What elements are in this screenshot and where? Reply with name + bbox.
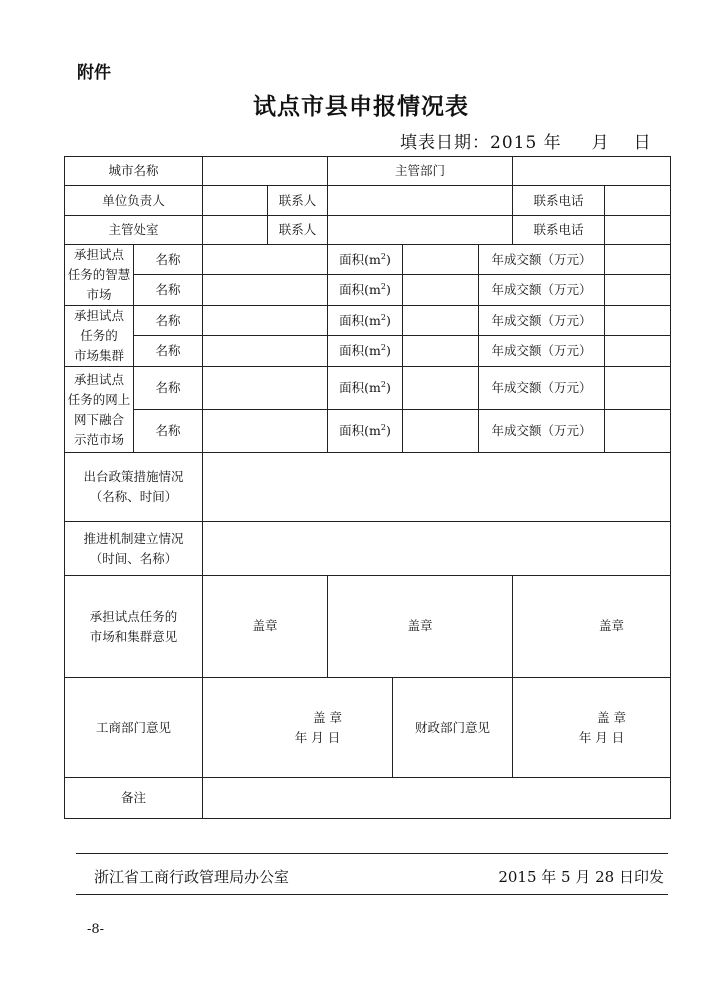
table-row <box>65 367 671 410</box>
area-close: ) <box>385 380 391 396</box>
table-row <box>65 522 671 576</box>
label-name: 名称 <box>134 336 203 367</box>
label-area <box>328 367 403 410</box>
label-annual-turnover: 年成交额（万元） <box>479 245 605 275</box>
page-number: -8- <box>87 922 105 937</box>
label-annual-turnover: 年成交额（万元） <box>479 367 605 410</box>
field-remarks[interactable] <box>203 778 671 819</box>
label-line: 任务的智慧 <box>67 267 131 282</box>
area-text: 面积(m <box>339 423 381 439</box>
area-unit-sup: 2 <box>380 251 386 261</box>
label-aic-opinion: 工商部门意见 <box>65 678 203 778</box>
label-area <box>328 410 403 453</box>
form-title: 试点市县申报情况表 <box>253 93 469 120</box>
label-line: 承担试点 <box>73 247 124 262</box>
fill-date-month: 月 <box>591 133 610 153</box>
label-line: 市场和集群意见 <box>89 628 178 644</box>
table-row <box>65 576 671 678</box>
field-name[interactable] <box>203 306 328 336</box>
label-remarks: 备注 <box>65 778 203 819</box>
field-office-in-charge[interactable] <box>203 216 268 245</box>
area-close: ) <box>385 282 391 298</box>
field-market-opinion-2[interactable] <box>328 576 513 678</box>
footer-top-rule <box>76 853 668 854</box>
table-row <box>65 678 671 778</box>
label-city-name: 城市名称 <box>65 157 203 186</box>
label-contact-phone-2: 联系电话 <box>513 216 605 245</box>
field-annual-turnover[interactable] <box>605 245 671 275</box>
field-name[interactable] <box>203 275 328 306</box>
seal-label: 盖 章 <box>313 710 342 725</box>
label-policy-measures <box>65 453 203 522</box>
seal-label: 盖 章 <box>597 710 627 725</box>
field-contact-person-2[interactable] <box>328 216 513 245</box>
field-annual-turnover[interactable] <box>605 306 671 336</box>
label-mechanism-setup <box>65 522 203 576</box>
fill-date <box>400 128 652 153</box>
table-row <box>65 157 671 186</box>
field-annual-turnover[interactable] <box>605 410 671 453</box>
label-annual-turnover: 年成交额（万元） <box>479 275 605 306</box>
label-line: 承担试点 <box>73 308 124 323</box>
field-area[interactable] <box>403 410 479 453</box>
area-text: 面积(m <box>339 380 381 396</box>
label-o2o-market <box>65 367 134 453</box>
field-area[interactable] <box>403 306 479 336</box>
area-text: 面积(m <box>339 282 381 298</box>
label-line: 推进机制建立情况 <box>83 530 184 546</box>
field-area[interactable] <box>403 336 479 367</box>
area-close: ) <box>385 251 391 267</box>
label-line: 示范市场 <box>73 431 124 447</box>
area-unit-sup: 2 <box>380 380 386 390</box>
field-policy-measures[interactable] <box>203 453 671 522</box>
table-row <box>65 186 671 216</box>
application-form-table <box>64 156 671 819</box>
label-annual-turnover: 年成交额（万元） <box>479 336 605 367</box>
table-row <box>65 275 671 306</box>
label-line: 市场 <box>86 287 112 302</box>
footer-issuer: 浙江省工商行政管理局办公室 <box>94 868 290 886</box>
area-unit-sup: 2 <box>380 343 386 353</box>
label-unit-head: 单位负责人 <box>65 186 203 216</box>
field-contact-phone[interactable] <box>605 186 671 216</box>
footer-issue-date: 2015 年 5 月 28 日印发 <box>498 868 664 886</box>
label-contact-person-2: 联系人 <box>268 216 328 245</box>
field-area[interactable] <box>403 275 479 306</box>
table-row <box>65 216 671 245</box>
label-area <box>328 275 403 306</box>
area-text: 面积(m <box>339 312 381 328</box>
field-mechanism-setup[interactable] <box>203 522 671 576</box>
attachment-label: 附件 <box>77 63 111 83</box>
field-unit-head[interactable] <box>203 186 268 216</box>
date-blank: 年 月 日 <box>578 730 625 745</box>
seal-label: 盖章 <box>407 618 433 633</box>
area-unit-sup: 2 <box>380 312 386 322</box>
table-row <box>65 245 671 275</box>
label-line: 出台政策措施情况 <box>83 469 184 484</box>
table-row <box>65 306 671 336</box>
field-aic-opinion[interactable] <box>203 678 393 778</box>
field-annual-turnover[interactable] <box>605 367 671 410</box>
table-row <box>65 453 671 522</box>
field-dept-in-charge[interactable] <box>513 157 671 186</box>
field-contact-person[interactable] <box>328 186 513 216</box>
label-name: 名称 <box>134 367 203 410</box>
fill-date-label: 填表日期：2015 年 <box>400 133 562 153</box>
label-smart-market <box>65 245 134 306</box>
field-name[interactable] <box>203 367 328 410</box>
area-unit-sup: 2 <box>380 423 386 433</box>
fill-date-day: 日 <box>633 133 652 153</box>
area-close: ) <box>385 423 391 439</box>
field-finance-opinion[interactable] <box>513 678 671 778</box>
label-office-in-charge: 主管处室 <box>65 216 203 245</box>
label-line: 市场集群 <box>73 348 124 363</box>
table-row <box>65 410 671 453</box>
field-market-opinion-3[interactable] <box>513 576 671 678</box>
label-line: 承担试点任务的 <box>89 608 178 624</box>
field-contact-phone-2[interactable] <box>605 216 671 245</box>
field-annual-turnover[interactable] <box>605 275 671 306</box>
seal-label: 盖章 <box>252 618 278 633</box>
field-name[interactable] <box>203 410 328 453</box>
label-line: 网下融合 <box>73 411 124 427</box>
date-blank: 年 月 日 <box>294 730 341 745</box>
label-annual-turnover: 年成交额（万元） <box>479 306 605 336</box>
label-annual-turnover: 年成交额（万元） <box>479 410 605 453</box>
label-area <box>328 245 403 275</box>
label-dept-in-charge: 主管部门 <box>328 157 513 186</box>
label-line: 任务的 <box>80 328 118 343</box>
area-close: ) <box>385 343 391 359</box>
field-market-opinion-1[interactable] <box>203 576 328 678</box>
field-area[interactable] <box>403 367 479 410</box>
label-finance-opinion: 财政部门意见 <box>393 678 513 778</box>
footer-bottom-rule <box>76 894 668 895</box>
label-line: （时间、名称） <box>89 550 178 566</box>
label-contact-person: 联系人 <box>268 186 328 216</box>
area-text: 面积(m <box>339 251 381 267</box>
field-name[interactable] <box>203 245 328 275</box>
label-line: 任务的网上 <box>67 391 131 407</box>
label-area <box>328 306 403 336</box>
label-name: 名称 <box>134 245 203 275</box>
field-area[interactable] <box>403 245 479 275</box>
label-contact-phone: 联系电话 <box>513 186 605 216</box>
field-annual-turnover[interactable] <box>605 336 671 367</box>
table-row <box>65 336 671 367</box>
label-market-opinion <box>65 576 203 678</box>
label-line: 承担试点 <box>73 371 124 387</box>
field-city-name[interactable] <box>203 157 328 186</box>
table-row <box>65 778 671 819</box>
label-name: 名称 <box>134 410 203 453</box>
area-unit-sup: 2 <box>380 282 386 292</box>
label-name: 名称 <box>134 306 203 336</box>
seal-label: 盖章 <box>599 618 625 633</box>
area-close: ) <box>385 312 391 328</box>
label-market-cluster <box>65 306 134 367</box>
field-name[interactable] <box>203 336 328 367</box>
label-name: 名称 <box>134 275 203 306</box>
label-line: （名称、时间） <box>89 489 178 504</box>
area-text: 面积(m <box>339 343 381 359</box>
label-area <box>328 336 403 367</box>
